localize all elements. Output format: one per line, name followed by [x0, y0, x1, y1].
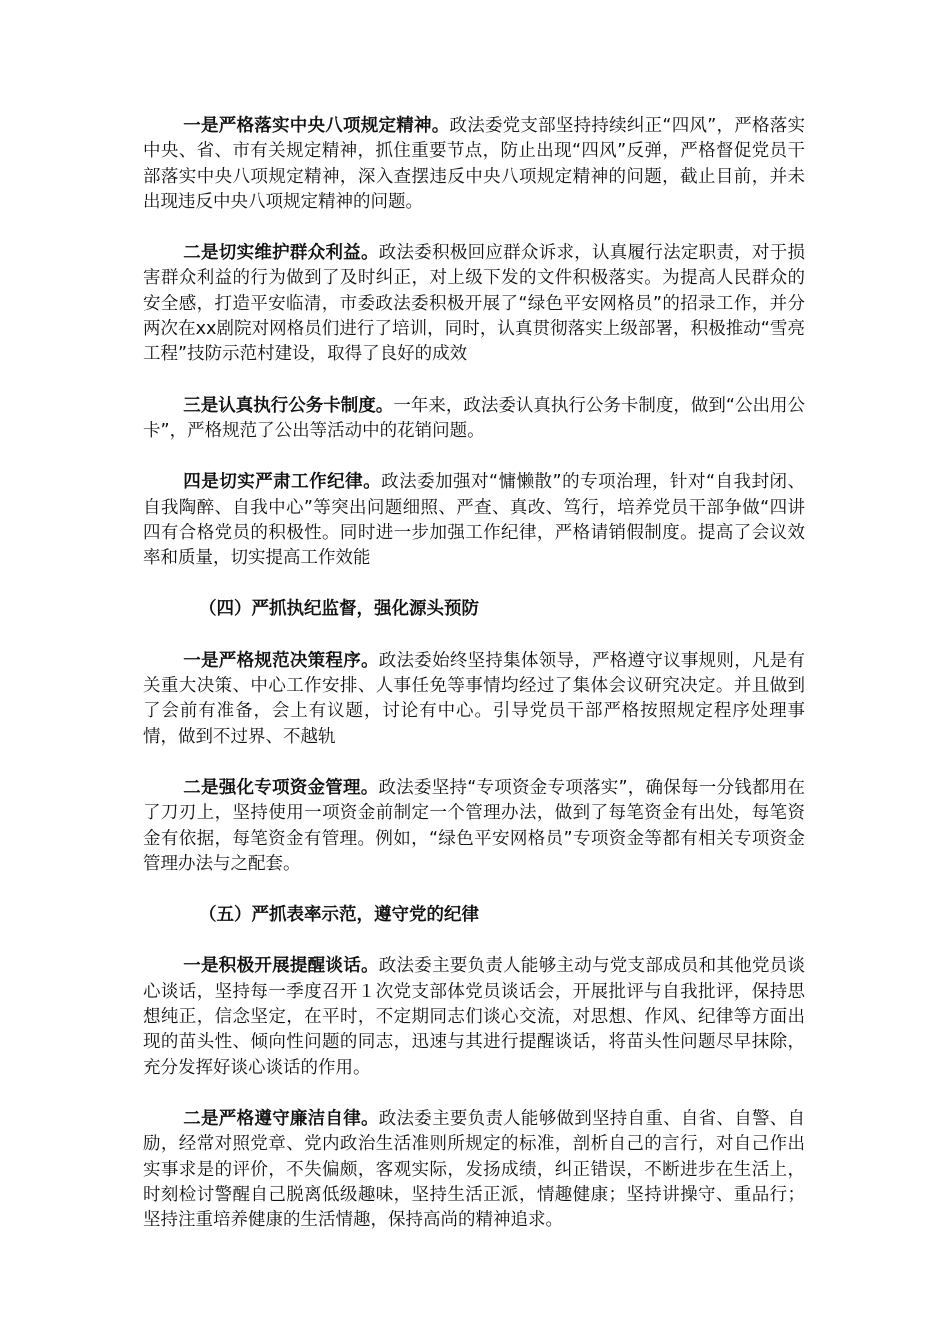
paragraph: [143, 241, 805, 367]
paragraph: [143, 954, 805, 1080]
paragraph-text: 政法委主要负责人能够主动与党支部成员和其他党员谈心谈话，坚持每一季度召开１次党支部体党员谈话会，开展批评与自我批评，保持思想纯正，信念坚定，在平时，不定期同志们谈心交流，对思想、作风、纪律等方面出现的苗头性、倾向性问题的同志，迅速与其进行提醒谈话，将苗头性问题尽早抹除，充分发挥好谈心谈话的作用。: [143, 956, 806, 1078]
paragraph-lead: 一是严格落实中央八项规定精神。: [183, 116, 450, 136]
paragraph-text: 政法委党支部坚持持续纠正“四风”，严格落实中央、省、市有关规定精神，抓住重要节点，防止出现“四风”反弹，严格督促党员干部落实中央八项规定精神，深入查摆违反中央八项规定精神的问题，截止目前，并未出现违反中央八项规定精神的问题。: [143, 116, 806, 212]
paragraph-text: 政法委坚持“专项资金专项落实”，确保每一分钱都用在了刀刃上，坚持使用一项资金前制定一个管理办法，做到了每笔资金有出处，每笔资金有依据，每笔资金有管理。例如，“绿色平安网格员”专项资金等都有相关专项资金管理办法与之配套。: [143, 777, 806, 874]
paragraph: [143, 776, 805, 877]
paragraph-text: 政法委加强对“慵懒散”的专项治理，针对“自我封闭、自我陶醉、自我中心”等突出问题细照、严查、真改、笃行，培养党员干部争做“四讲四有合格党员的积极性。同时进一步加强工作纪律，严格请销假制度。提高了会议效率和质量，切实提高工作效能: [143, 472, 805, 569]
paragraph: [143, 649, 805, 750]
paragraph-lead: 四是切实严肃工作纪律。: [183, 472, 382, 493]
paragraph: [143, 470, 805, 571]
paragraph-lead: 二是严格遵守廉洁自律。: [183, 1108, 379, 1129]
paragraph-text: 政法委主要负责人能够做到坚持自重、自省、自警、自励，经常对照党章、党内政治生活准则所规定的标准，剖析自己的言行，对自己作出实事求是的评价，不失偏颇，客观实际，发扬成绩，纠正错误，不断进步在生活上，时刻检讨警醒自己脱离低级趣味，坚持生活正派，情趣健康；坚持讲操守、重品行；坚持注重培养健康的生活情趣，保持高尚的精神追求。: [143, 1108, 806, 1231]
paragraph-lead: 三是认真执行公务卡制度。: [183, 395, 394, 416]
section-heading: （五）严抓表率示范，遵守党的纪律: [199, 905, 479, 926]
paragraph: [143, 394, 805, 445]
paragraph-lead: 一是积极开展提醒谈话。: [183, 956, 379, 977]
document-page: [143, 114, 805, 1259]
paragraph-text: 一年来，政法委认真执行公务卡制度，做到“公出用公卡”，严格规范了公出等活动中的花销问题。: [143, 395, 805, 441]
section-heading: （四）严抓执纪监督，强化源头预防: [199, 599, 479, 620]
paragraph-lead: 二是强化专项资金管理。: [183, 777, 379, 798]
paragraph: [143, 1107, 805, 1233]
paragraph: [143, 114, 805, 215]
paragraph-lead: 一是严格规范决策程序。: [183, 650, 379, 671]
paragraph-lead: 二是切实维护群众利益。: [183, 243, 379, 264]
paragraph-text: 政法委积极回应群众诉求，认真履行法定职责，对于损害群众利益的行为做到了及时纠正，对上级下发的文件积极落实。为提高人民群众的安全感，打造平安临清，市委政法委积极开展了“绿色平安网格员”的招录工作，并分两次在xx剧院对网格员们进行了培训，同时，认真贯彻落实上级部署，积极推动“雪亮工程”技防示范村建设，取得了良好的成效: [143, 243, 806, 365]
paragraph-text: 政法委始终坚持集体领导，严格遵守议事规则，凡是有关重大决策、中心工作安排、人事任免等事情均经过了集体会议研究决定。并且做到了会前有准备，会上有议题，讨论有中心。引导党员干部严格按照规定程序处理事情，做到不过界、不越轨: [143, 650, 806, 747]
